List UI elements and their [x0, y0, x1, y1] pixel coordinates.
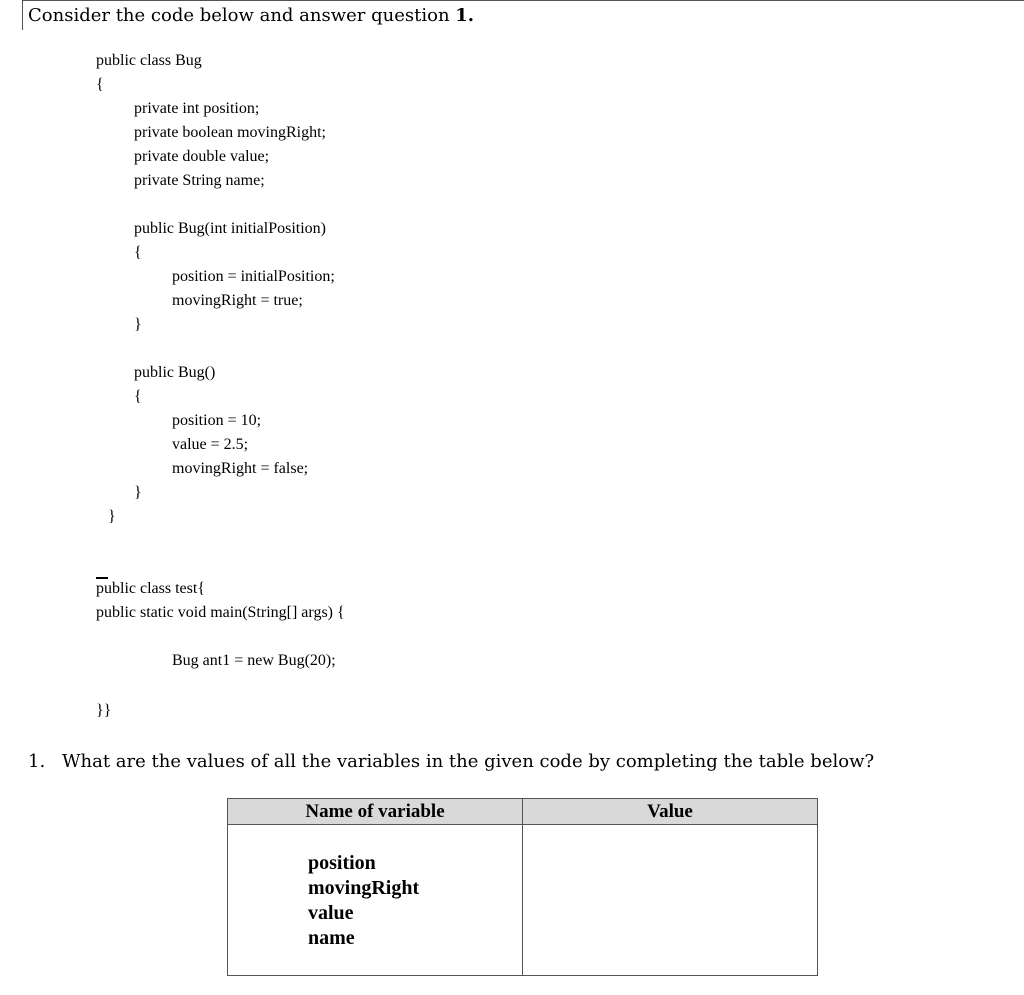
code-line: public static void main(String[] args) { [96, 604, 345, 621]
header-name-of-variable: Name of variable [228, 799, 523, 825]
question-text: What are the values of all the variables in the given code by completing the table below? [62, 751, 875, 772]
code-line: { [96, 76, 104, 93]
top-border [22, 0, 1024, 1]
table-row [228, 825, 818, 976]
question-number: 1. [28, 751, 46, 772]
code-line: private double value; [134, 148, 270, 165]
values-cell[interactable] [523, 825, 818, 976]
code-line: }} [96, 702, 112, 719]
code-line: public Bug() [134, 364, 216, 381]
code-line: private boolean movingRight; [134, 124, 326, 141]
variable-movingright: movingRight [308, 877, 420, 899]
code-line: Bug ant1 = new Bug(20); [172, 652, 336, 669]
code-line: public class Bug [96, 52, 202, 69]
stray-overbar-mark [96, 577, 108, 579]
code-line: } [108, 508, 116, 525]
code-line: movingRight = false; [172, 460, 309, 477]
code-line: position = initialPosition; [172, 268, 335, 285]
table-header-row [228, 799, 818, 825]
variable-name: name [308, 927, 355, 949]
variables-table [227, 798, 818, 976]
header-value: Value [523, 799, 818, 825]
question-1 [28, 749, 874, 775]
code-line: { [134, 244, 142, 261]
intro-label: Consider the code below and answer question [28, 5, 456, 26]
variable-names-cell [228, 825, 523, 976]
code-line: public class test{ [96, 580, 205, 597]
code-line: } [134, 316, 142, 333]
variable-position: position [308, 852, 376, 874]
code-line: } [134, 484, 142, 501]
variable-list [228, 825, 522, 951]
variable-value: value [308, 902, 354, 924]
code-line: private String name; [134, 172, 265, 189]
intro-text [28, 4, 474, 28]
code-line: value = 2.5; [172, 436, 249, 453]
code-line: movingRight = true; [172, 292, 303, 309]
intro-question-ref: 1. [455, 5, 475, 26]
code-line: private int position; [134, 100, 260, 117]
left-border [22, 0, 23, 30]
code-line: position = 10; [172, 412, 262, 429]
code-line: public Bug(int initialPosition) [134, 220, 326, 237]
code-line: { [134, 388, 142, 405]
